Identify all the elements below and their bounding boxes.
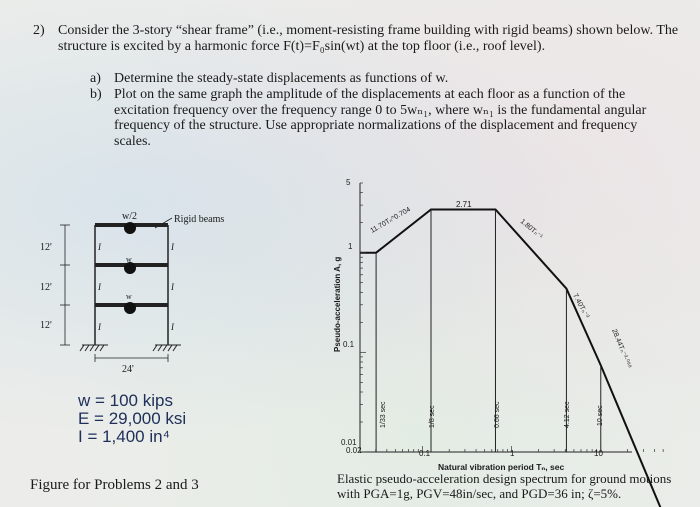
ground-hatch-right [153, 345, 181, 351]
spectrum-chart [333, 178, 663, 507]
story-height-1: 12' [40, 320, 52, 331]
frame-properties [78, 392, 186, 446]
ground-hatch-left [80, 345, 108, 351]
part-b-text: Plot on the same graph the amplitude of the displacements at each floor as a function of the excitation frequency over the frequency range 0 to 5wₙ₁, where wₙ₁ is the fundamental angular frequency of the structure. Use appropriate normalizations of the displacement and frequency scales. [114, 87, 647, 149]
floor-mass-label-1: w [126, 292, 132, 301]
segment-label-velocity: 1.80Tₙ⁻¹ [518, 218, 544, 241]
x-tick-label: 1 [510, 449, 515, 458]
segment-label-rising: 11.70Tₙ^0.704 [369, 206, 412, 235]
floor-mass-label-2: w [126, 255, 132, 264]
shear-frame [60, 218, 181, 362]
y-axis-label: Pseudo-acceleration A, g [333, 256, 342, 352]
period-mark-label: 4.12 sec [564, 401, 571, 428]
y-tick-label: 0.01 [341, 438, 357, 447]
x-tick-label: 10 [594, 449, 603, 458]
floor-mass-1 [124, 302, 136, 314]
peak-value-label: 2.71 [456, 200, 472, 209]
problem-number: 2) [33, 23, 45, 38]
column-label: I [98, 322, 101, 332]
part-a-text: Determine the steady-state displacements as functions of w. [114, 71, 449, 86]
roof-mass [124, 222, 136, 234]
property-inertia: I = 1,400 in⁴ [78, 427, 170, 446]
y-tick-label: 5 [346, 178, 351, 187]
beam-label: Rigid beams [174, 214, 225, 225]
column-label: I [171, 282, 174, 292]
problem-statement: Consider the 3-story “shear frame” (i.e., moment-resisting frame building with rigid beams) shown below. The structure is excited by a harmonic force F(t)=F₀sin(wt) at the top floor (i.e., roof level). [58, 23, 679, 54]
story-height-2: 12' [40, 282, 52, 293]
y-tick-label: 1 [348, 242, 353, 251]
spectrum-caption [337, 471, 697, 501]
part-a-label: a) [90, 71, 101, 86]
x-tick-label: 0.02 [346, 446, 362, 455]
spectrum-caption-line-2: with PGA=1g, PGV=48in/sec, and PGD=36 in; ζ=5%. [337, 486, 622, 501]
spectrum-caption-line-1: Elastic pseudo-acceleration design spectrum for ground motions [337, 471, 672, 486]
period-mark-label: 10 sec [597, 405, 604, 426]
column-label: I [98, 242, 101, 252]
y-tick-label: 0.1 [343, 340, 355, 349]
roof-mass-label: w/2 [122, 211, 137, 222]
column-label: I [98, 282, 101, 292]
property-weight: w = 100 kips [78, 391, 173, 410]
period-mark-label: 0.66 sec [494, 401, 501, 428]
segment-label-tail: 28.44Tₙ⁻²·⁰⁸⁸ [610, 328, 633, 370]
x-tick-label: 0.1 [419, 449, 431, 458]
column-label: I [171, 322, 174, 332]
column-label: I [171, 242, 174, 252]
property-modulus: E = 29,000 ksi [78, 409, 187, 428]
period-mark-label: 1/8 sec [429, 405, 436, 428]
figure-caption: Figure for Problems 2 and 3 [30, 477, 199, 493]
x-axis-label: Natural vibration period Tₙ, sec [438, 462, 565, 472]
story-height-3: 12' [40, 242, 52, 253]
segment-label-displacement: 7.40Tₙ⁻² [571, 292, 590, 320]
span-label: 24' [122, 364, 134, 375]
part-b-label: b) [90, 87, 102, 102]
period-mark-label: 1/33 sec [380, 401, 387, 428]
